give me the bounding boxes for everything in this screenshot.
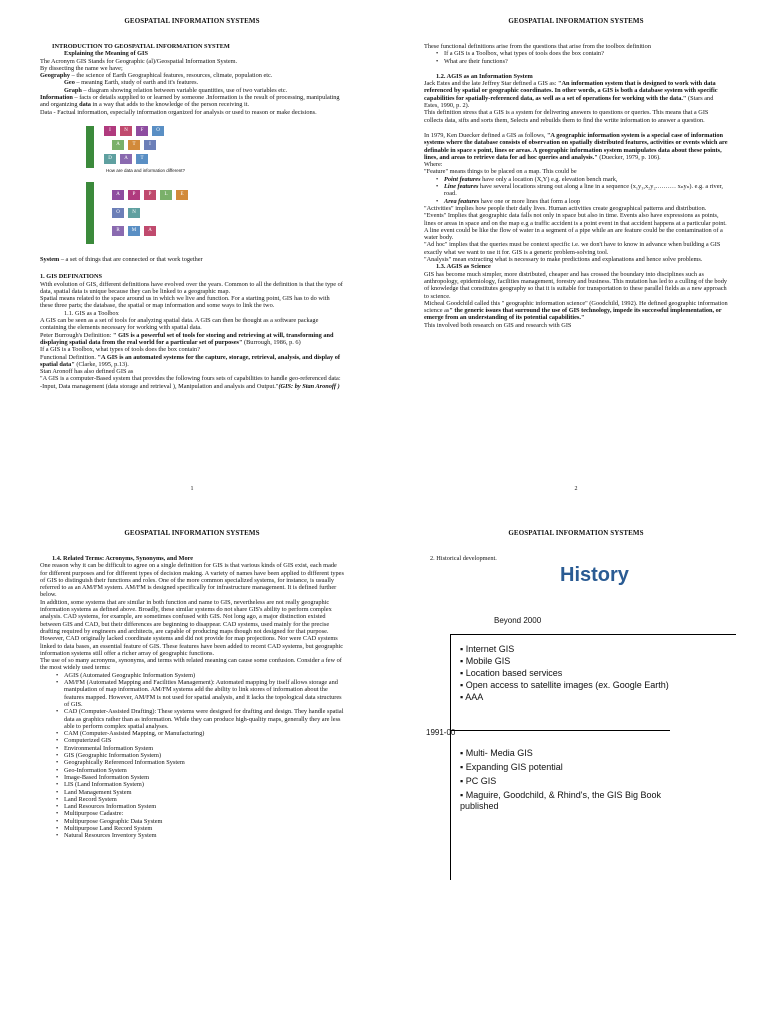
tile-letter: A <box>112 140 124 150</box>
list-item: ▪ AAA <box>460 692 484 702</box>
tile-letter: D <box>104 154 116 164</box>
graph-definition: Graph – diagram showing relation between variable quantities, use of two variables etc. <box>64 86 288 94</box>
events-paragraph: "Events" Implies that geographic data falls not only in space but also in time. Events also have expressions as points, lines or areas in space and on the map e.g a traffic accident is a point event in that accident happens at a particular point. A line event could be like the flow of water in a segment of a pipe while an are feature could be the contamination of a water body. <box>424 212 727 242</box>
page-header: GEOSPATIAL INFORMATION SYSTEMS <box>508 529 644 537</box>
list-item: • AM/FM (Automated Mapping and Facilities Management): Automated mapping by itself allows storage and manipulation of map information. AM/FM systems add the ability to link stores of information about the features mapped. However, AM/FM is not used for spatial analysis, and it lacks the topological data structures of GIS. <box>54 679 344 708</box>
era-label: 1991-00 <box>426 728 456 737</box>
infosys-heading: 1.2. AGIS as an Information System <box>436 72 533 80</box>
science-heading: 1.3. AGIS as Science <box>436 263 491 271</box>
spatial-paragraph: Spatial means related to the space around us in which we live and function. For a starting point, GIS has to do with these three parts; the database, the spatial or map information and some ways to link the two. <box>40 295 330 310</box>
page-3 <box>0 512 384 1024</box>
page-number: 2 <box>574 486 578 492</box>
list-item: ▪ PC GIS <box>460 776 497 786</box>
feature-paragraph: "Feature" means things to be placed on a map. This could be <box>424 168 577 176</box>
activities-paragraph: "Activities" implies how people their daily lives. Human activities create geographical patterns and distribution. <box>424 204 707 212</box>
estes-definition: Jack Estes and the late Jeffrey Star defined a GIS as: "An information system that is designed to work with data referenced by spatial or geographic coordinates. In other words, a GIS is both a database system with specific capabilities for spatially-referenced data, as well as a set of operations for working with the data." (Stars and Estes, 1990, p. 2). <box>424 80 718 110</box>
toolbox-paragraph: A GIS can be seen as a set of tools for analyzing spatial data. A GIS can then be thought as a software package containing the elements necessary for working with spatial data. <box>40 317 319 332</box>
definitions-heading: 1. GIS DEFINATIONS <box>40 273 102 281</box>
tile-letter: O <box>152 126 164 136</box>
list-item: • Land Resources Information System <box>54 803 344 810</box>
era-label: Beyond 2000 <box>494 616 542 625</box>
list-item: ▪ Multi- Media GIS <box>460 748 533 758</box>
history-timeline <box>426 612 736 912</box>
history-title: History <box>560 564 629 586</box>
list-item: ▪ Maguire, Goodchild, & Rhind's, the GIS Big Book published <box>460 790 662 811</box>
list-item: • Environmental Information System <box>54 745 344 752</box>
tile-letter: A <box>112 190 124 200</box>
related-terms-heading: 1.4. Related Terms: Acronyms, Synonyms, and More <box>52 555 194 562</box>
list-item: • CAD (Computer-Assisted Drafting): These systems were designed for drafting and design. They handle spatial data as graphics rather than as information. While they can produce high-quality maps, generally they are less able to perform complex spatial analyses. <box>54 708 344 730</box>
list-item: • Line features have several locations strung out along a line in a sequence (x₁y₁,x₂y₂.……… xₙyₙ). e.g. a river, road. <box>434 183 728 198</box>
page-header: GEOSPATIAL INFORMATION SYSTEMS <box>508 17 644 25</box>
list-item: ▪ Open access to satellite images (ex. Google Earth) <box>460 680 669 690</box>
section-subtitle: Explaining the Meaning of GIS <box>64 50 148 58</box>
list-item: ▪ Expanding GIS potential <box>460 762 563 772</box>
page-header: GEOSPATIAL INFORMATION SYSTEMS <box>124 17 260 25</box>
list-item: • Multipurpose Cadastre: <box>54 810 344 817</box>
page-number: 1 <box>190 486 194 492</box>
tile-letter: T <box>128 140 140 150</box>
data-information-figure <box>40 120 344 250</box>
toolbox-question: If a GIS is a Toolbox, what types of tools does the box contain? <box>40 346 200 354</box>
geography-definition: Geography – the science of Earth Geographical features, resources, climate, population etc. <box>40 72 273 80</box>
list-item: • Geographically Referenced Information System <box>54 759 344 766</box>
list-item: ▪ Mobile GIS <box>460 656 511 666</box>
list-item: • LIS (Land Information System) <box>54 781 344 788</box>
list-item: • Land Record System <box>54 796 344 803</box>
science-paragraph: GIS has become much simpler, more distributed, cheaper and has crossed the boundary into disciplines such as anthropology, epidemiology, facilities management, forestry and business. This mutation has led to a culling of the body of knowledge that constitutes geography so that it is suitable for transportation to these parallel fields as a new approach to science. <box>424 270 728 300</box>
related-paragraph-1: One reason why it can be difficult to agree on a single definition for GIS is that various kinds of GIS exist, each made for different purposes and for different types of decision making. A variety of names have been applied to different types of GIS to distinguish their functions and roles. One of the more common specialized systems, for instance, is usually referred to as an AM/FM system. AM/FM is designed specifically for infrastructure management. It is defined further below. <box>40 562 344 599</box>
tile-letter: O <box>112 208 124 218</box>
analysis-paragraph: "Analysis" mean extracting what is necessary to make predictions and explanations and hence solve problems. <box>424 256 703 264</box>
list-item: ▪ Internet GIS <box>460 644 515 654</box>
acronym-line: The Acronym GIS Stands for Geographic (al)/Geospatial Information System. <box>40 57 238 65</box>
tile-letter: M <box>128 226 140 236</box>
infosys-paragraph: This definition stress that a GIS is a system for delivering answers to questions or queries. This means that a GIS collects data, sifts and sorts them, Selects and rebuilds them to find the wrtite information to answer a question. <box>424 109 709 124</box>
dissect-line: By dissecting the name we have; <box>40 64 123 72</box>
geo-definition: Geo – meaning Earth, study of earth and it's features. <box>64 79 199 87</box>
list-item: • Multipurpose Land Record System <box>54 825 344 832</box>
page-1 <box>0 0 384 512</box>
tile-letter: N <box>120 126 132 136</box>
functional-definition: Functional Definition. "A GIS is an automated systems for the capture, storage, retrieval, analysis, and display of spatial data" (Clarke, 1995, p.13). <box>40 353 340 368</box>
list-item: • GIS (Geographic Information System) <box>54 752 344 759</box>
list-item: ▪ Location based services <box>460 668 563 678</box>
related-paragraph-2: In addition, some systems that are similar in both function and name to GIS, nevertheless are not really geographic information systems as defined above. Broadly, these similar systems do not share GIS's ability to perform complex analysis. CAD systems, for example, are sometimes confused with GIS. Not long ago, a major distinction existed between GIS and CAD, but their differences are beginning to disappear. CAD systems, used mainly for the precise drafting required by engineers and architects, are capable of producing maps though not designed for that purpose. However, CAD originally lacked coordinate systems and did not provide for map projections. Nor were CAD systems linked to data bases, an essential feature of GIS. These features have been added to recent CAD systems, but geographic information systems still offer a richer array of geographic functions. <box>40 598 344 657</box>
burrough-definition: Peter Burrough's Definition: " GIS is a powerful set of tools for storing and retrieving at will, transforming and displaying spatial data from the real world for a particular set of purposes" (Burrough, 1986, p. 6) <box>40 331 334 346</box>
page-header: GEOSPATIAL INFORMATION SYSTEMS <box>124 529 260 537</box>
list-item: • Land Management System <box>54 789 344 796</box>
adhoc-paragraph: "Ad hoc" implies that the queries must be context specific i.e. we don't have to know in advance when building a GIS exactly what we want to use it for. GIS is a generic problem-solving tool. <box>424 241 721 256</box>
tile-letter: E <box>176 190 188 200</box>
list-item: • If a GIS is a Toolbox, what types of tools does the box contain? <box>434 50 728 57</box>
tile-letter: I <box>104 126 116 136</box>
tile-letter: A <box>120 154 132 164</box>
related-paragraph-3: The use of so many acronyms, synonyms, and terms with related meaning can cause some confusion. Consider a few of the most widely used terms: <box>40 657 342 672</box>
list-item: • Area features have one or more lines that form a loop <box>434 198 728 205</box>
where-label: Where: <box>424 161 443 169</box>
functional-intro: These functional definitions arise from the questions that arise from the toolbox definition <box>424 43 651 50</box>
tile-letter: P <box>128 190 140 200</box>
figure-caption: How are data and information different? <box>106 167 185 173</box>
list-item: • Geo-Information System <box>54 767 344 774</box>
data-definition: Data - Factual information, especially information organized for analysis or used to reason or make decisions. <box>40 108 317 116</box>
information-definition: Information – facts or details supplied to or learned by someone .Information is the result of processing, manipulating and organizing data in a way that adds to the knowledge of the person receiving it. <box>40 94 340 109</box>
goodchild-definition: Micheal Goodchild called this " geographic information science" (Goodchild, 1992). He defined geographic information science as" the generic issues that surround the use of GIS technology, impede its successful implementation, or emerge from an understanding of its potential capabilities." <box>424 299 728 322</box>
figure-strip-bottom <box>86 182 94 244</box>
list-item: • Multipurpose Geographic Data System <box>54 818 344 825</box>
history-intro: 2. Historical development. <box>430 555 497 562</box>
tile-letter: F <box>136 126 148 136</box>
tile-letter: R <box>112 226 124 236</box>
page-2 <box>384 0 768 512</box>
aronoff-definition: "A GIS is a computer-Based system that provides the following fours sets of capabilities to handle geo-referenced data: -Input, Data management (data storage and retrieval ), Manipulation and analysis and Output."(GIS: by Stan Aronoff ) <box>40 375 341 390</box>
tile-letter: T <box>136 154 148 164</box>
list-item: • Natural Resources Inventory System <box>54 832 344 839</box>
tile-letter: P <box>144 190 156 200</box>
list-item: • AGIS (Automated Geographic Information System) <box>54 672 344 679</box>
section-title: INTRODUCTION TO GEOSPATIAL INFORMATION SYSTEM <box>52 43 230 50</box>
list-item: • Computerized GIS <box>54 737 344 744</box>
terms-list <box>40 672 344 840</box>
figure-strip-top <box>86 126 94 168</box>
list-item: • CAM (Computer-Assisted Mapping, or Manufacturing) <box>54 730 344 737</box>
aronoff-intro: Stan Aronoff has also defined GIS as <box>40 368 134 376</box>
tile-letter: I <box>144 140 156 150</box>
page-4 <box>384 512 768 1024</box>
science-closing: This involved both research on GIS and research with GIS <box>424 321 572 329</box>
tile-letter: A <box>144 226 156 236</box>
tile-letter: N <box>128 208 140 218</box>
system-definition: System – a set of things that are connected or that work together <box>40 255 203 263</box>
dueker-definition: In 1979, Ken Duecker defined a GIS as follows, "A geographic information system is a special case of information systems where the database consists of observation on spatially distributed features, activities or events which are definable in space s point, lines or areas. A geographic information system manipulates data about these points, lines, and areas to retrieve data for ad hoc queries and analysis." (Duecker, 1979, p. 106). <box>424 131 728 161</box>
definitions-paragraph: With evolution of GIS, different definitions have evolved over the years. Common to all the definition is that the type of data, spatial data is unique because they can be linked to a geographic map. <box>40 280 343 295</box>
tile-letter: L <box>160 190 172 200</box>
toolbox-heading: 1.1. GIS as a Toolbox <box>64 309 119 317</box>
list-item: • What are their functions? <box>434 58 728 65</box>
list-item: • Point features have only a location (X,Y) e.g. elevation bench mark, <box>434 176 728 183</box>
list-item: • Image-Based Information System <box>54 774 344 781</box>
